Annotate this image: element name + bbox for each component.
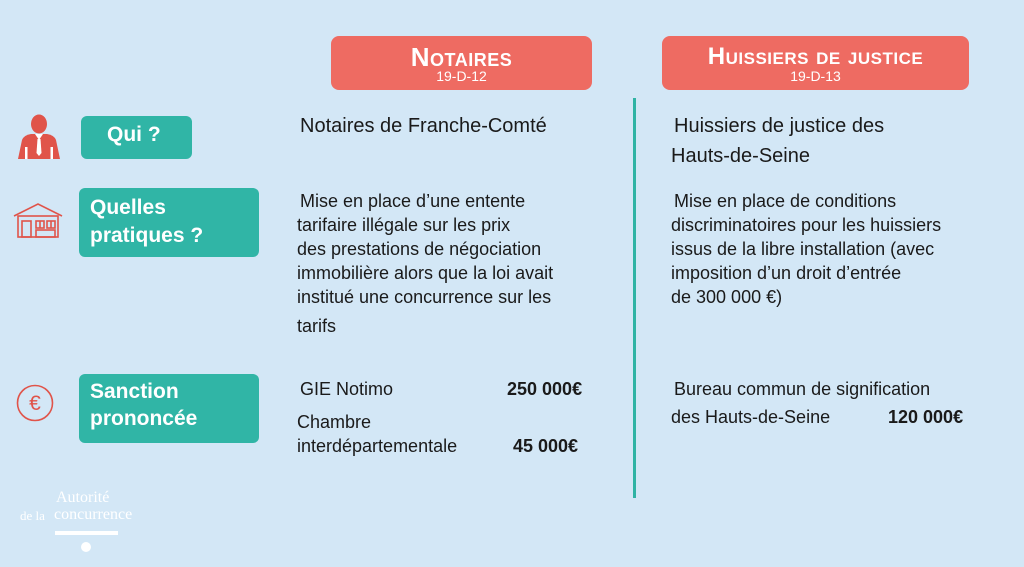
qui-huissiers-line2: Hauts-de-Seine: [671, 145, 810, 167]
sanction-notaires-item1-amount: 250 000€: [507, 379, 583, 399]
qui-huissiers-line1: Huissiers de justice des: [674, 115, 885, 137]
pratiques-notaires-line6: tarifs: [297, 316, 337, 336]
svg-text:€: €: [29, 392, 41, 415]
sanction-huissiers-line2-amount: 120 000€: [888, 407, 964, 427]
sanction-huissiers-line1: Bureau commun de signification: [674, 379, 931, 399]
logo: [18, 489, 168, 559]
header-huissiers-code: 19-D-13: [790, 68, 841, 84]
pratiques-notaires-line5: institué une concurrence sur les: [297, 287, 552, 307]
header-notaires-title: Notaires: [410, 42, 513, 72]
header-huissiers: [662, 36, 969, 90]
pratiques-huissiers-line2: discriminatoires pour les huissiers: [671, 215, 942, 235]
header-notaires-code: 19-D-12: [436, 68, 487, 84]
row-label-qui: [81, 116, 192, 159]
logo-dot: [81, 542, 91, 552]
logo-line1: Autorité: [56, 489, 110, 506]
sanction-notaires-item2-name-line1: Chambre: [297, 412, 372, 432]
person-icon: [14, 113, 64, 161]
row-label-pratiques: [79, 188, 259, 257]
sanction-notaires-item1-name: GIE Notimo: [300, 379, 394, 399]
sanction-notaires-item2-name-line2: interdépartementale: [297, 436, 458, 456]
pratiques-huissiers-line5: de 300 000 €): [671, 287, 783, 307]
header-notaires: [331, 36, 592, 90]
row-label-pratiques-line2: pratiques ?: [90, 224, 204, 247]
logo-line2: concurrence: [54, 506, 133, 523]
pratiques-notaires-line3: des prestations de négociation: [297, 239, 542, 259]
row-label-pratiques-line1: Quelles: [90, 196, 166, 219]
header-huissiers-title: Huissiers de justice: [707, 43, 924, 70]
sanction-huissiers-line2-name: des Hauts-de-Seine: [671, 407, 831, 427]
logo-prefix: de la: [20, 508, 45, 523]
pratiques-huissiers-line1: Mise en place de conditions: [674, 191, 897, 211]
pratiques-notaires-line2: tarifaire illégale sur les prix: [297, 215, 511, 235]
pratiques-notaires-line4: immobilière alors que la loi avait: [297, 263, 554, 283]
row-label-sanction-line2: prononcée: [90, 407, 198, 430]
row-label-sanction-line1: Sanction: [90, 380, 179, 403]
pratiques-huissiers-line4: imposition d’un droit d’entrée: [671, 263, 902, 283]
euro-icon: [15, 383, 55, 423]
row-label-qui-text: Qui ?: [107, 123, 161, 146]
qui-notaires: Notaires de Franche-Comté: [300, 115, 547, 137]
pratiques-notaires-line1: Mise en place d’une entente: [300, 191, 526, 211]
column-divider: [633, 98, 636, 498]
pratiques-huissiers-line3: issus de la libre installation (avec: [671, 239, 935, 259]
building-icon: [12, 202, 64, 238]
sanction-notaires-item2-amount: 45 000€: [513, 436, 579, 456]
logo-bar: [55, 531, 118, 535]
row-label-sanction: [79, 374, 259, 443]
